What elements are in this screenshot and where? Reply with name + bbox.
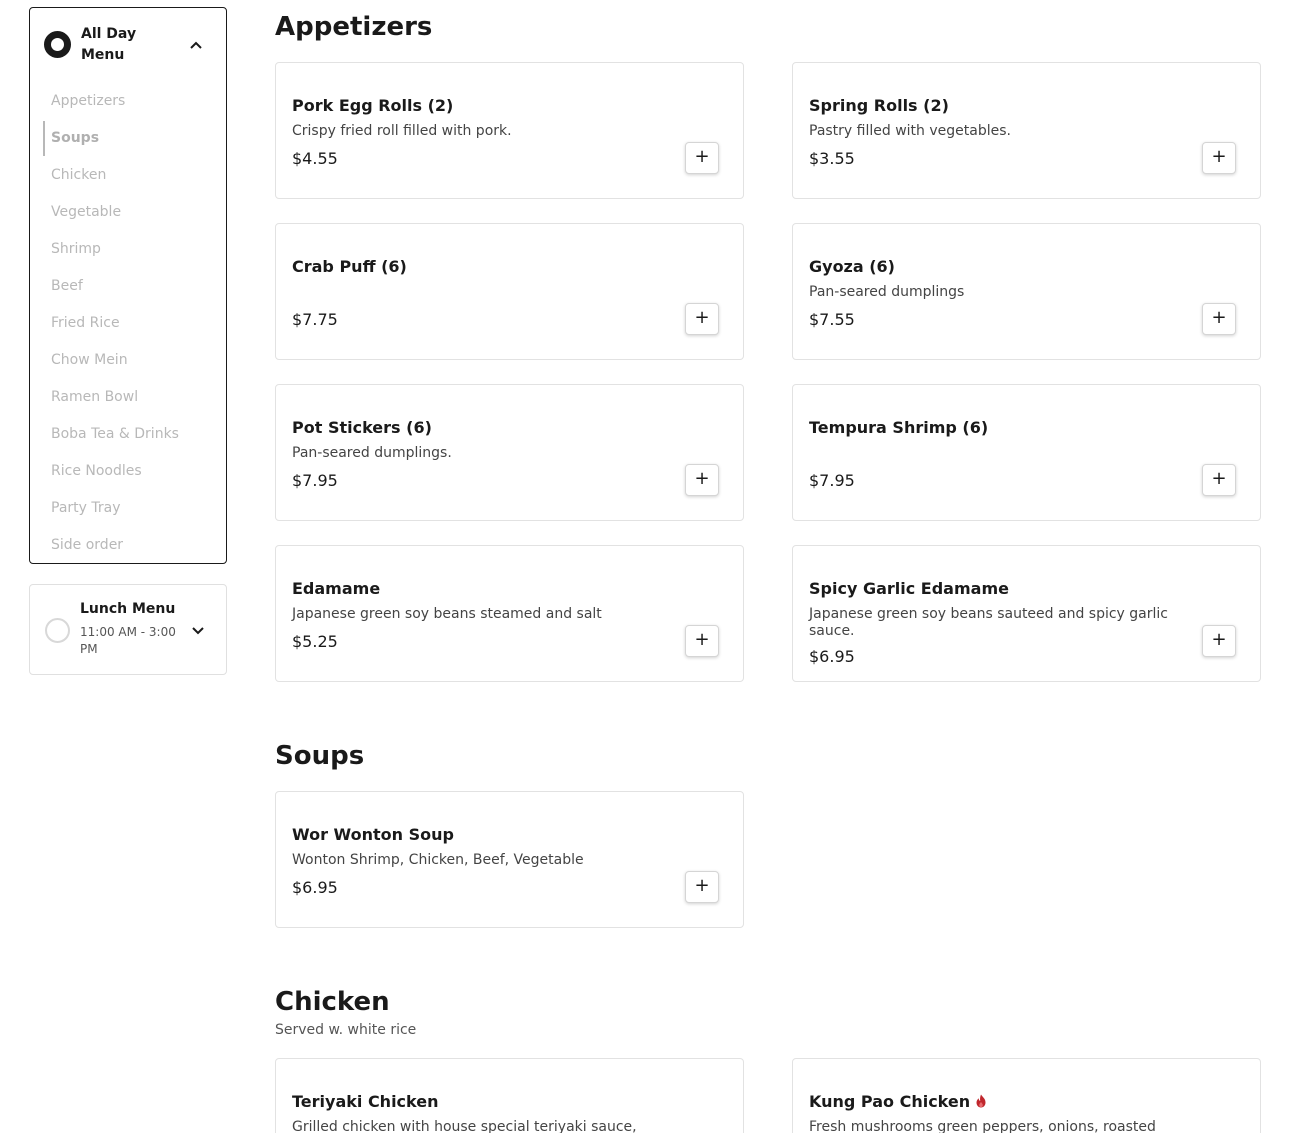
chevron-up-icon[interactable] (188, 37, 204, 53)
item-name: Edamame (292, 579, 381, 598)
item-name: Crab Puff (6) (292, 257, 407, 276)
category-boba-tea-drinks[interactable]: Boba Tea & Drinks (51, 426, 179, 442)
item-name: Teriyaki Chicken (292, 1092, 439, 1111)
item-name: Tempura Shrimp (6) (809, 418, 989, 437)
item-description: Fresh mushrooms green peppers, onions, roasted (809, 1119, 1156, 1133)
add-item-button[interactable]: + (1202, 303, 1236, 335)
section-title-appetizers: Appetizers (275, 12, 433, 42)
category-appetizers[interactable]: Appetizers (51, 93, 126, 109)
item-price: $6.95 (809, 647, 855, 666)
menu-item-card[interactable] (275, 384, 744, 521)
menu-item-card[interactable] (792, 62, 1261, 199)
fire-icon (975, 1094, 987, 1108)
item-name: Spring Rolls (2) (809, 96, 949, 115)
menu-item-card[interactable] (792, 384, 1261, 521)
item-price: $7.75 (292, 310, 338, 329)
category-beef[interactable]: Beef (51, 278, 83, 294)
item-description: Wonton Shrimp, Chicken, Beef, Vegetable (292, 852, 584, 868)
menu-item-card[interactable] (275, 1058, 744, 1133)
menu-item-card[interactable] (275, 545, 744, 682)
item-description: Pan-seared dumplings. (292, 445, 452, 461)
item-price: $3.55 (809, 149, 855, 168)
category-side-order[interactable]: Side order (51, 537, 124, 553)
add-item-button[interactable]: + (685, 142, 719, 174)
category-vegetable[interactable]: Vegetable (51, 204, 122, 220)
item-price: $7.55 (809, 310, 855, 329)
all-day-menu-card[interactable] (29, 7, 227, 564)
item-description: Grilled chicken with house special teriyaki sauce, (292, 1119, 637, 1133)
item-name: Wor Wonton Soup (292, 825, 454, 844)
category-list (43, 83, 213, 564)
item-name: Kung Pao Chicken (809, 1092, 971, 1111)
menu-item-card[interactable] (275, 62, 744, 199)
menu-radio-selected[interactable] (44, 31, 71, 58)
category-fried-rice[interactable]: Fried Rice (51, 315, 120, 331)
add-item-button[interactable]: + (685, 625, 719, 657)
chevron-down-icon[interactable] (190, 623, 206, 639)
item-price: $4.55 (292, 149, 338, 168)
category-shrimp[interactable]: Shrimp (51, 241, 101, 257)
item-description: Crispy fried roll filled with pork. (292, 123, 512, 139)
add-item-button[interactable]: + (685, 871, 719, 903)
menu-radio-unselected[interactable] (45, 618, 70, 643)
all-day-menu-title: All Day Menu (81, 26, 137, 63)
add-item-button[interactable]: + (685, 303, 719, 335)
item-name-row (809, 1092, 987, 1111)
item-description: Japanese green soy beans steamed and salt (292, 606, 602, 622)
menu-item-card[interactable] (275, 223, 744, 360)
item-price: $7.95 (809, 471, 855, 490)
category-chow-mein[interactable]: Chow Mein (51, 352, 128, 368)
item-price: $5.25 (292, 632, 338, 651)
lunch-menu-title: Lunch Menu (80, 601, 176, 617)
item-description: Pastry filled with vegetables. (809, 123, 1011, 139)
item-description: Japanese green soy beans sauteed and spicy garlic sauce. (809, 606, 1168, 639)
category-party-tray[interactable]: Party Tray (51, 500, 121, 516)
category-ramen-bowl[interactable]: Ramen Bowl (51, 389, 139, 405)
item-name: Pork Egg Rolls (2) (292, 96, 454, 115)
add-item-button[interactable]: + (1202, 625, 1236, 657)
menu-item-card[interactable] (275, 791, 744, 928)
category-rice-noodles[interactable]: Rice Noodles (51, 463, 142, 479)
item-price: $6.95 (292, 878, 338, 897)
all-day-menu-header[interactable] (44, 24, 212, 66)
item-description: Pan-seared dumplings (809, 284, 965, 300)
item-name: Spicy Garlic Edamame (809, 579, 1009, 598)
section-title-soups: Soups (275, 741, 365, 771)
menu-item-card[interactable] (792, 223, 1261, 360)
item-price: $7.95 (292, 471, 338, 490)
item-name: Gyoza (6) (809, 257, 895, 276)
menu-item-card[interactable] (792, 545, 1261, 682)
section-subtitle-chicken: Served w. white rice (275, 1022, 417, 1038)
add-item-button[interactable]: + (685, 464, 719, 496)
section-title-chicken: Chicken (275, 987, 390, 1017)
add-item-button[interactable]: + (1202, 142, 1236, 174)
lunch-menu-hours: 11:00 AM - 3:00 PM (80, 625, 176, 656)
category-chicken[interactable]: Chicken (51, 167, 107, 183)
lunch-menu-card[interactable] (29, 584, 227, 675)
category-soups[interactable]: Soups (43, 120, 213, 157)
add-item-button[interactable]: + (1202, 464, 1236, 496)
item-name: Pot Stickers (6) (292, 418, 432, 437)
menu-item-card[interactable] (792, 1058, 1261, 1133)
